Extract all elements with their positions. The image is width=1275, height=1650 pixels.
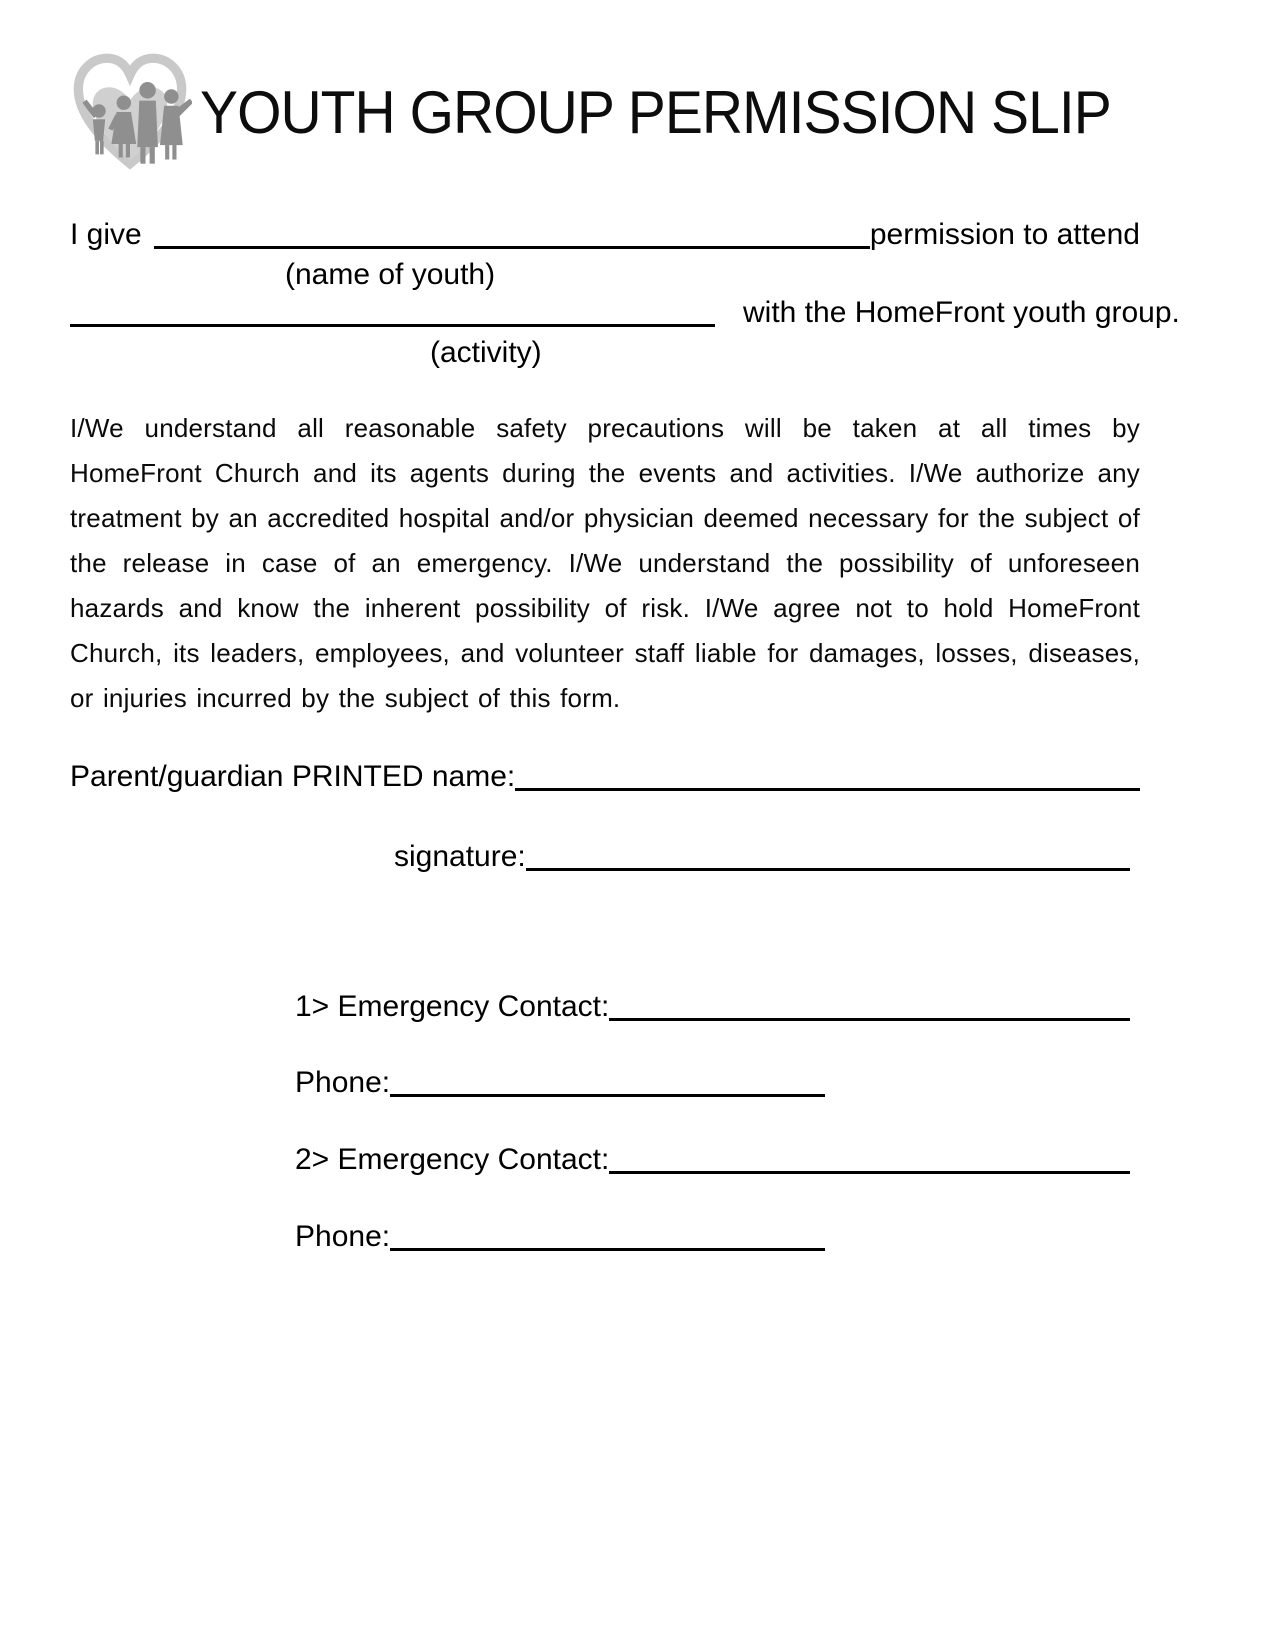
give-line	[70, 218, 1140, 252]
phone-1-line	[295, 1066, 825, 1100]
header	[68, 50, 1159, 174]
release-paragraph: I/We understand all reasonable safety precautions will be taken at all times by HomeFront Church and its agents during the events and activities. I/We authorize any treatment by an accredited hospital and/or physician deemed necessary for the subject of the release in case of an emergency. I/We understand the possibility of unforeseen hazards and know the inherent possibility of risk. I/We agree not to hold HomeFront Church, its leaders, employees, and volunteer staff liable for damages, losses, diseases, or injuries incurred by the subject of this form.	[70, 413, 1140, 713]
emergency-contact-2-line	[295, 1143, 1130, 1177]
signature-field[interactable]	[526, 868, 1130, 871]
family-in-heart-icon	[68, 50, 192, 174]
permission-to-attend-label: permission to attend	[869, 218, 1140, 251]
activity-field[interactable]	[70, 324, 715, 327]
phone-1-field[interactable]	[390, 1094, 825, 1097]
activity-line	[70, 296, 1180, 330]
printed-name-label: Parent/guardian PRINTED name:	[70, 760, 516, 793]
emergency-contact-2-label: 2> Emergency Contact:	[295, 1143, 610, 1176]
emergency-contact-1-label: 1> Emergency Contact:	[295, 990, 610, 1023]
signature-line	[394, 840, 1130, 874]
printed-name-field[interactable]	[515, 788, 1140, 791]
name-of-youth-field[interactable]	[154, 246, 870, 249]
emergency-contact-1-field[interactable]	[609, 1018, 1130, 1021]
emergency-contact-1-line	[295, 990, 1130, 1024]
phone-1-label: Phone:	[295, 1066, 391, 1099]
name-of-youth-caption: (name of youth)	[285, 258, 496, 291]
phone-2-label: Phone:	[295, 1220, 391, 1253]
signature-label: signature:	[394, 840, 526, 873]
phone-2-line	[295, 1220, 825, 1254]
page-title: YOUTH GROUP PERMISSION SLIP	[200, 78, 1111, 146]
activity-caption: (activity)	[430, 336, 542, 369]
phone-2-field[interactable]	[390, 1248, 825, 1251]
emergency-contact-2-field[interactable]	[609, 1171, 1130, 1174]
youth-group-suffix-label: with the HomeFront youth group.	[743, 296, 1180, 329]
printed-name-line	[70, 760, 1140, 794]
give-prefix-label: I give	[70, 218, 142, 251]
